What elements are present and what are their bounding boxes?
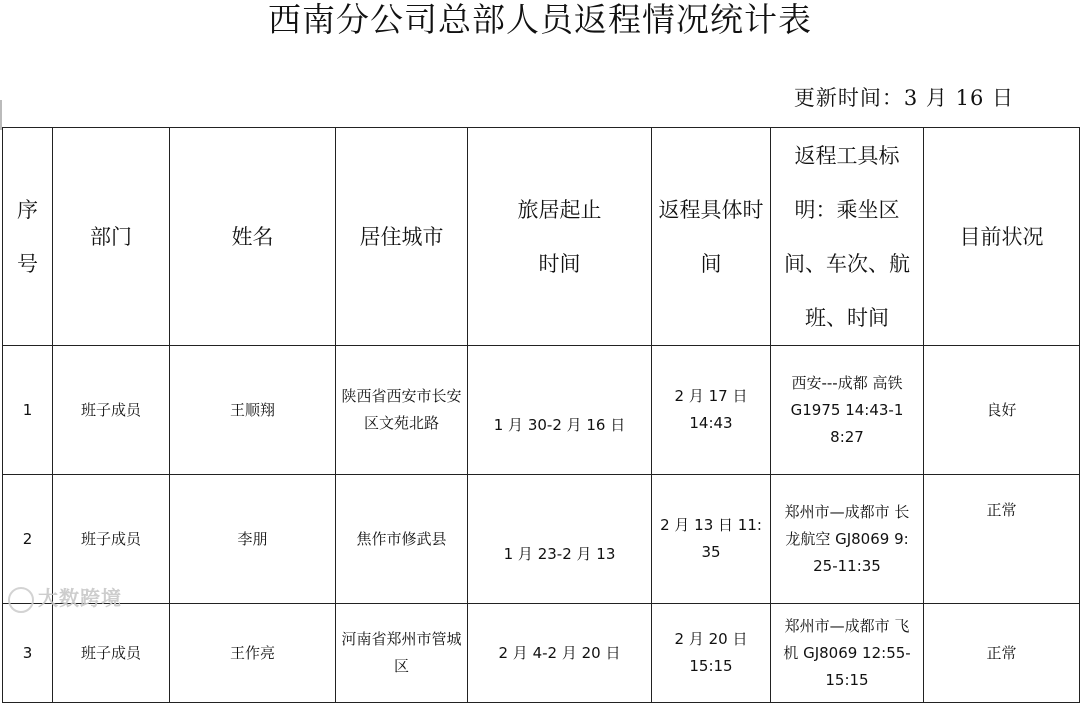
update-date: 更新时间：3 月 16 日 [793,86,1014,110]
cell-city: 陕西省西安市长安区文苑北路 [336,346,468,475]
cell-name: 王顺翔 [170,346,336,475]
left-edge-mark [0,100,2,130]
cell-status: 正常 [924,475,1080,604]
header-status: 目前状况 [924,128,1080,346]
table-row [3,604,1080,703]
cell-return-time: 2 月 20 日 15:15 [652,604,771,703]
watermark-logo-icon [8,587,34,613]
cell-seq: 1 [3,346,53,475]
cell-period: 2 月 4-2 月 20 日 [468,604,652,703]
cell-transport: 郑州市—成都市 长龙航空 GJ8069 9:25-11:35 [771,475,924,604]
table-row [3,475,1080,604]
cell-dept: 班子成员 [53,475,170,604]
table-row [3,346,1080,475]
cell-name: 李朋 [170,475,336,604]
header-seq: 序号 [3,128,53,346]
cell-dept: 班子成员 [53,604,170,703]
return-statistics-table [2,127,1080,703]
cell-return-time: 2 月 13 日 11:35 [652,475,771,604]
page-title: 西南分公司总部人员返程情况统计表 [268,0,812,39]
header-transport: 返程工具标明：乘坐区间、车次、航班、时间 [771,128,924,346]
watermark [8,582,122,613]
header-name: 姓名 [170,128,336,346]
cell-name: 王作亮 [170,604,336,703]
cell-city: 河南省郑州市管城区 [336,604,468,703]
cell-period: 1 月 30-2 月 16 日 [468,346,652,475]
cell-dept: 班子成员 [53,346,170,475]
header-period: 旅居起止时间 [468,128,652,346]
cell-period: 1 月 23-2 月 13 [468,475,652,604]
cell-seq: 2 [3,475,53,604]
header-dept: 部门 [53,128,170,346]
table-header-row [3,128,1080,346]
cell-city: 焦作市修武县 [336,475,468,604]
watermark-text: 大数跨境 [38,586,122,610]
cell-status: 良好 [924,346,1080,475]
cell-transport: 西安---成都 高铁 G1975 14:43-18:27 [771,346,924,475]
cell-return-time: 2 月 17 日 14:43 [652,346,771,475]
header-city: 居住城市 [336,128,468,346]
cell-seq: 3 [3,604,53,703]
cell-transport: 郑州市—成都市 飞机 GJ8069 12:55-15:15 [771,604,924,703]
cell-status: 正常 [924,604,1080,703]
header-return-time: 返程具体时间 [652,128,771,346]
